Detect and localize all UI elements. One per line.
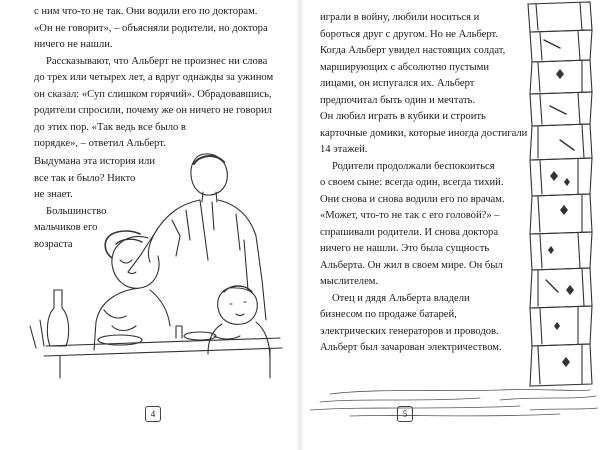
text-line: о своем сыне: всегда один, всегда тихий. [320, 177, 504, 188]
floor-sketch-lines [300, 366, 600, 426]
text-line: до трех или четырех лет, а вдруг однажды за ужином [34, 72, 274, 83]
right-main-text [320, 10, 527, 357]
card-pip-marks [548, 69, 574, 367]
text-line: марширующих с абсолютно пустыми [320, 61, 489, 73]
page-number-right: 5 [397, 406, 413, 422]
right-page [300, 0, 600, 450]
text-line: Рассказывают, что Альберт не произнес ни слова [46, 55, 268, 67]
text-line: Когда Альберт увидел настоящих солдат, [320, 45, 506, 56]
text-line: лицами, он испугался их. Альберт [320, 78, 475, 89]
text-line: 14 этажей. [320, 144, 368, 155]
text-line: предпочитал быть один и мечтать. [320, 94, 476, 106]
text-line: «Он не говорит», – объясняли родители, но доктора [34, 22, 268, 34]
page-number-left: 4 [145, 406, 161, 422]
text-line: он сказал: «Суп слишком горячий». Обрадовавшись, [34, 88, 272, 100]
text-line: все так и было? Никто [34, 172, 136, 184]
text-line: спрашивали родители. И снова доктора [320, 226, 499, 238]
text-line: с ним что-то не так. Они водили его по докторам. [34, 6, 258, 17]
text-line: Альберта. Он жил в своем мире. Он был [320, 259, 503, 271]
text-line: не знает. [34, 189, 73, 200]
text-line: бизнесом по продаже батарей, [320, 309, 457, 320]
text-line: Альберт был зачарован электричеством. [320, 342, 502, 353]
text-line: Выдумана эта история или [34, 156, 156, 167]
text-line: электрических генераторов и проводов. [320, 325, 499, 337]
text-line: мыслителем. [320, 276, 379, 287]
text-line: порядке», – ответил Альберт. [34, 138, 166, 149]
text-line: «Может, что-то не так с его головой?» – [320, 210, 500, 221]
text-line: играли в войну, любили носиться и [320, 12, 480, 23]
text-line: родители спросили, почему же он ничего не говорил [34, 105, 272, 116]
text-line: Они снова и снова водили его по врачам. [320, 193, 505, 205]
card-tower-levels [528, 2, 592, 386]
left-top-text [34, 4, 273, 153]
text-line: Отец и дядя Альберта владели [332, 292, 470, 304]
text-line: Большинство [46, 205, 107, 217]
text-line: до этих пор. «Так ведь все было в [34, 121, 186, 133]
text-line: ничего не нашли. [34, 39, 113, 50]
card-tower-illustration [520, 0, 600, 410]
text-line: ничего не нашли. Это была сущность [320, 243, 490, 254]
text-line: Он любил играть в кубики и строить [320, 111, 486, 122]
text-line: Родители продолжали беспокоиться [332, 160, 495, 172]
text-line: бороться друг с другом. Но не Альберт. [320, 28, 499, 40]
text-line: мальчиков его [34, 222, 98, 233]
text-line: карточные домики, которые иногда достигали [320, 127, 528, 139]
text-line: возраста [34, 238, 73, 250]
family-dinner-illustration [0, 140, 300, 380]
